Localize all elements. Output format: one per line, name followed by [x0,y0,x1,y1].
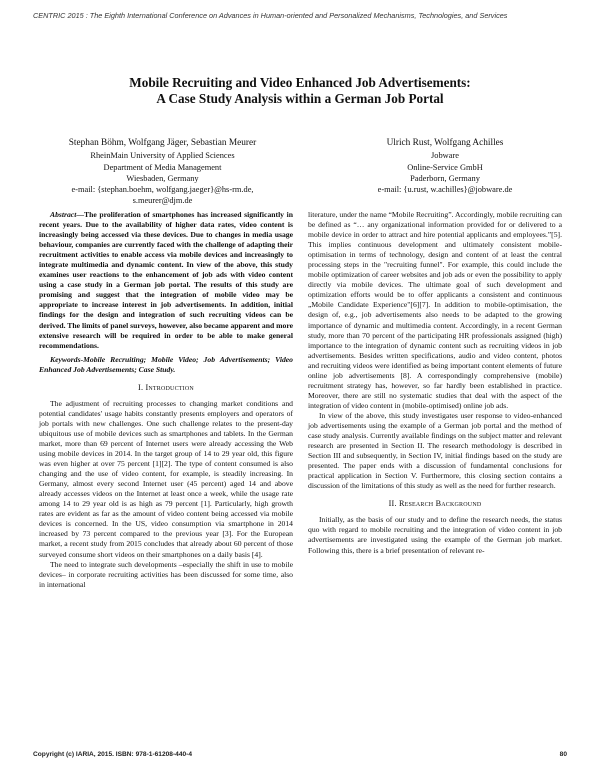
paragraph: The need to integrate such developments –especially the shift in use to mobile devices– in corporate recruiting activities has been discussed for some time, also in international [39,559,293,589]
author-names: Ulrich Rust, Wolfgang Achilles [386,138,504,148]
paper-title [40,75,560,107]
title-line-1: Mobile Recruiting and Video Enhanced Job Advertisements: [129,75,471,90]
running-head: CENTRIC 2015 : The Eighth International Conference on Advances in Human-oriented and Personalized Mechanisms, Technologies, and Services [33,11,508,20]
page-number: 80 [559,751,567,758]
section-heading-research-background: II. Research Background [388,499,482,509]
right-column [308,210,562,556]
paragraph: literature, under the name “Mobile Recruiting”. Accordingly, mobile recruiting can be defined as “… any organizational information provided for or delivered to a mobile device in order to attract and hire potential applicants and employees.”[5]. This implies continuous development and ultimately consistent mobile-optimisation in terms of technology, design and content of at least the central processing steps in the "recruiting funnel". For example, this could include the mobile optimization of career websites and job ads or even the possibility to apply directly via mobile devices. The ultimate goal of such development and optimization efforts would be to offer applicants a consistent and continuous „Mobile Candidate Experience"[6][7]. In addition to mobile-optimisation, the design of, e.g., job advertisements also needs to be adapted to the growing importance of dynamic and multimedia content. Accordingly, in a recent German study, more than 70 percent of the participating HR professionals assigned (high) importance to the integration of dynamic content such as recruiting videos in job advertisements. Besides written specifications, audio and video content, photos and recruiting videos were identified as being important content elements of future online job advertisements [8]. A correspondingly comprehensive (mobile) recruitment strategy has, however, so far hardly been established in practice. Moreover, there are still no systematic studies that deal with the aspect of the integration of video content in (mobile-optimised) online job ads. [308,210,562,410]
title-line-2: A Case Study Analysis within a German Job Portal [156,91,444,106]
author-email: e-mail: {stephan.boehm, wolfgang.jaeger}@hs-rm.de, [71,185,254,195]
section-heading-introduction: I. Introduction [138,382,194,392]
abstract-lead: Abstract [50,210,77,219]
author-block-left [20,138,305,207]
author-city: Wiesbaden, Germany [126,173,199,183]
author-email-2: s.meurer@djm.de [132,196,193,206]
paragraph: In view of the above, this study investigates user response to video-enhanced job advertisements using the example of a German job portal and the method of case study analysis. Currently available findings on the subject matter and relevant research are presented in Section II. The research methodology is described in Section III and subsequently, in Section IV, initial findings based on the study are presented. The paper ends with a discussion of fundamental conclusions for practical application in Section V. Furthermore, this closing section contains a discussion of the limitations of this study as well as the need for further research. [308,410,562,491]
paragraph: The adjustment of recruiting processes to changing market conditions and potential candidates' usage habits constantly presents employers and operators of job portals with new challenges. One such challenge relates to the present-day ubiquitous use of mobile devices such as smartphones and tablets. In the German market, more than 69 percent of Internet users were already accessing the Web using mobile devices in 2014. In the target group of 14 to 29 year old, this figure was even higher at over 75 percent [1][2]. The type of content consumed is also changing and the use of video content, for example, is steadily increasing. In Germany, almost every second Internet user (45 percent) aged 14 and above already accesses videos on the Internet at least once a week, while the usage rate among 14 to 29 year old is as high as 79 percent [1]. Particularly, high growth rates are evident as far as the amount of video content being accessed via mobile devices is concerned. In the US, video consumption via smartphone in 2014 increased by 73 percent compared to the previous year [3]. For the European market, a recent study from 2015 concludes that already about 60 percent of those surveyed consume short videos on their smartphones on a daily basis [4]. [39,398,293,559]
author-block-right [310,138,580,195]
abstract [39,210,293,351]
author-department: Online-Service GmbH [407,162,483,172]
author-affiliation: Jobware [431,151,459,161]
keywords: Keywords-Mobile Recruiting; Mobile Video; Job Advertisements; Video Enhanced Job Advertisements; Case Study. [39,354,293,374]
author-email: e-mail: {u.rust, w.achilles}@jobware.de [377,185,513,195]
abstract-text: —The proliferation of smartphones has increased significantly in recent years. Due to the availability of higher data rates, video content is increasingly being accessed via these devices. Due to changes in media usage behaviour, companies are currently faced with the challenge of adapting their recruitment activities to enable access via mobile devices and increasingly to integrate multimedia and dynamic content. In view of the above, this study examines user reactions to the enhancement of job ads with video content using a case study in a German job portal. The results of this study are promising and suggest that the integration of mobile video may be appropriate to increase interest in job advertisements. In addition, initial findings for the design and integration of such recruiting videos can be derived. The limits of panel surveys, however, also became apparent and more extensive research will be required in order to be able to make general recommendations. [39,210,293,350]
author-affiliation: RheinMain University of Applied Sciences [90,151,235,161]
author-department: Department of Media Management [103,162,222,172]
paragraph: Initially, as the basis of our study and to define the research needs, the status quo with regard to mobile recruiting and the integration of video content in job advertisements are investigated using the example of the German job market. Following this, there is a brief presentation of relevant re- [308,515,562,555]
author-city: Paderborn, Germany [410,173,480,183]
left-column [39,210,293,590]
copyright-isbn: Copyright (c) IARIA, 2015. ISBN: 978-1-61208-440-4 [33,751,193,758]
author-names: Stephan Böhm, Wolfgang Jäger, Sebastian Meurer [68,138,257,148]
